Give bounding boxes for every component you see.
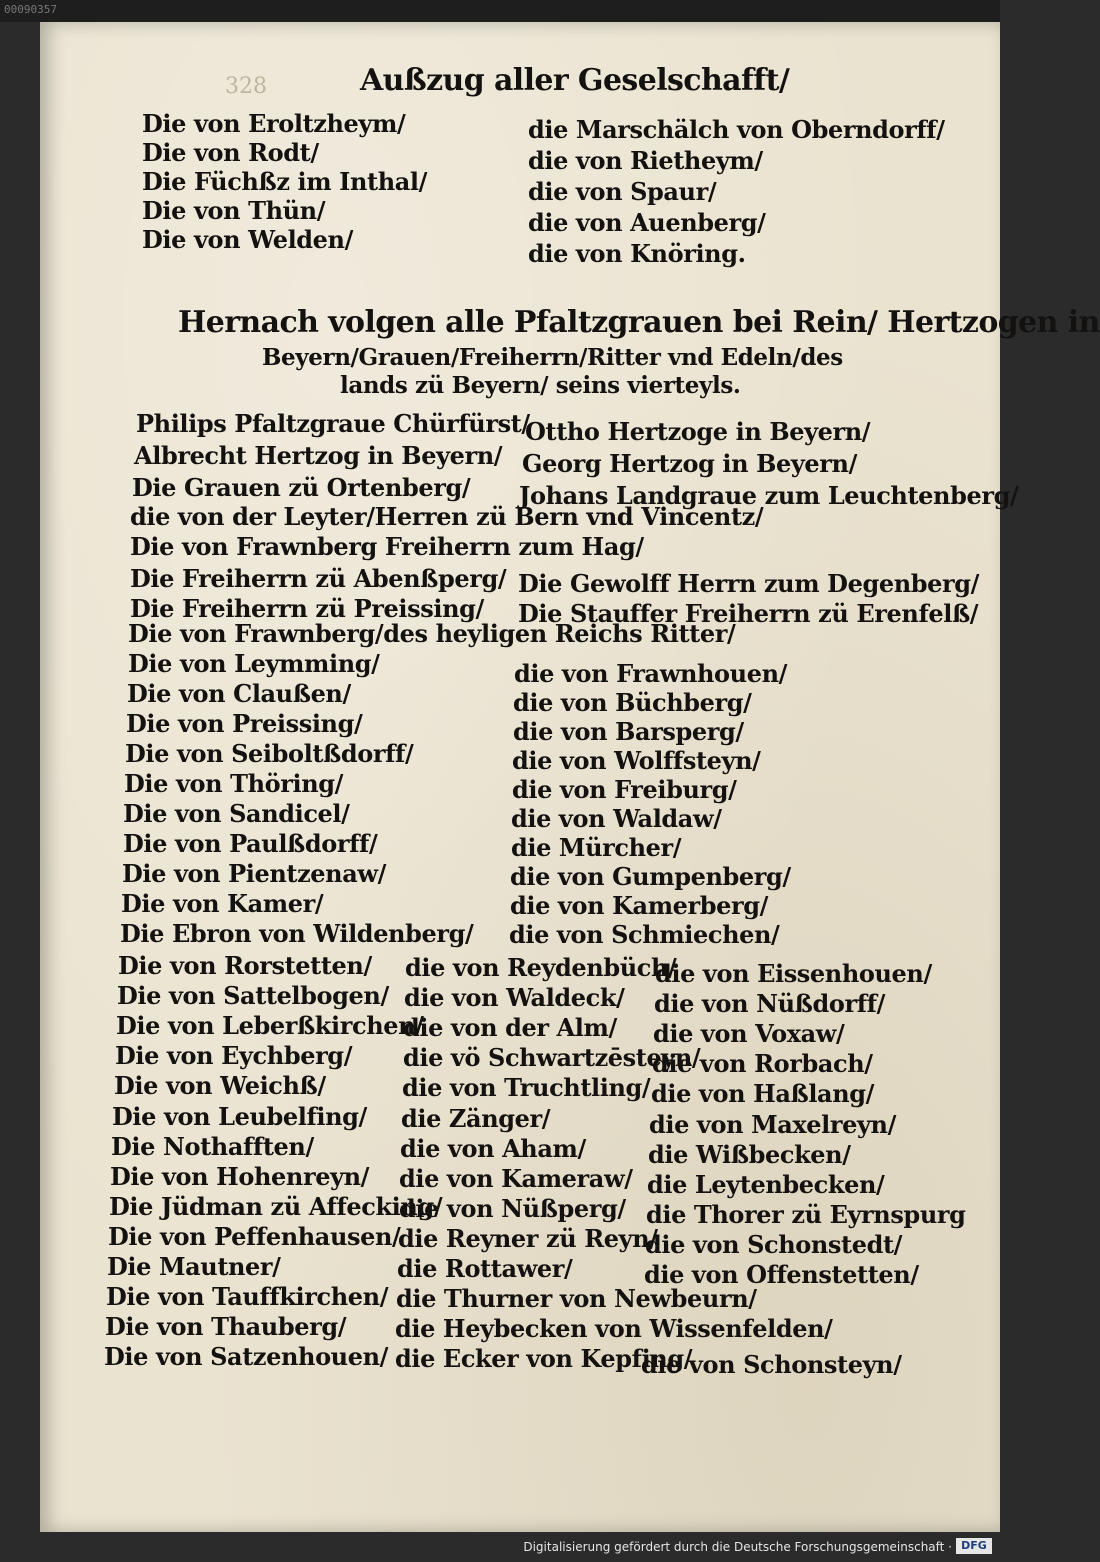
entry-col3: die von Maxelreyn/ (649, 1110, 896, 1139)
entry-left: Die Freiherrn zü Abenßperg/ (130, 564, 507, 593)
entry-right: die Mürcher/ (511, 833, 682, 862)
entry-right: die von Freiburg/ (512, 775, 737, 804)
entry-left: Die Grauen zü Ortenberg/ (132, 473, 471, 502)
entry-col2: die Zänger/ (401, 1104, 551, 1133)
entry-left: Die von Eroltzheym/ (142, 109, 406, 138)
entry-col3: die von Offenstetten/ (644, 1260, 919, 1289)
entry-col3: die von Rorbach/ (652, 1049, 873, 1078)
entry-wide: Die von Frawnberg Freiherrn zum Hag/ (130, 532, 644, 561)
entry-col2: die vö Schwartzēsteyn/ (403, 1043, 701, 1072)
entry-col3: die von Voxaw/ (653, 1019, 845, 1048)
entry-wide: die von der Leyter/Herren zü Bern vnd Vincentz/ (130, 502, 764, 531)
entry-col3: die von Haßlang/ (651, 1079, 875, 1108)
entry-left: Die Ebron von Wildenberg/ (120, 919, 474, 948)
entry-col1: Die von Eychberg/ (115, 1041, 353, 1070)
entry-right: Georg Hertzog in Beyern/ (522, 449, 857, 478)
entry-left: Die von Preissing/ (126, 709, 363, 738)
entry-col1: Die Nothafften/ (111, 1132, 314, 1161)
entry-col2: die von Nüßperg/ (399, 1194, 626, 1223)
entry-left: Die Freiherrn zü Preissing/ (130, 594, 484, 623)
entry-right: Ottho Hertzoge in Beyern/ (525, 417, 871, 446)
funding-credit: Digitalisierung gefördert durch die Deutsche Forschungsgemeinschaft · (523, 1540, 952, 1554)
entry-right: die von Barsperg/ (513, 717, 744, 746)
entry-col3: die von Nüßdorff/ (654, 989, 885, 1018)
entry-col1: Die Mautner/ (107, 1252, 281, 1281)
entry-right: die von Wolffsteyn/ (512, 746, 761, 775)
entry-col2: die Thurner von Newbeurn/ (396, 1284, 757, 1313)
entry-right: die von Rietheym/ (528, 146, 763, 175)
entry-col2: die von Reydenbüch/ (405, 953, 677, 982)
entry-col3: die von Eissenhouen/ (655, 959, 932, 988)
entry-wide: Die von Frawnberg/des heyligen Reichs Ritter/ (128, 619, 736, 648)
entry-col1: Die von Tauffkirchen/ (106, 1282, 389, 1311)
entry-col2: die von Waldeck/ (404, 983, 625, 1012)
entry-col2: die Heybecken von Wissenfelden/ (395, 1314, 833, 1343)
entry-col2: die von der Alm/ (403, 1013, 617, 1042)
entry-right: Die Gewolff Herrn zum Degenberg/ (518, 569, 980, 598)
entry-left: Die von Thün/ (142, 196, 326, 225)
entry-col1: Die von Leberßkirchen/ (116, 1011, 424, 1040)
entry-right: die von Spaur/ (528, 177, 717, 206)
entry-right: Die Stauffer Freiherrn zü Erenfelß/ (518, 599, 979, 628)
entry-right: die von Kamerberg/ (510, 891, 769, 920)
entry-col2: die von Truchtling/ (402, 1073, 651, 1102)
main-heading-line2: Beyern/Grauen/Freiherrn/Ritter vnd Edeln/des (262, 344, 843, 371)
section-title: Außzug aller Geselschafft/ (360, 63, 790, 98)
entry-left: Die von Welden/ (142, 225, 353, 254)
footer-bar (0, 1532, 1000, 1562)
entry-col2: die von Aham/ (400, 1134, 586, 1163)
entry-col3: die von Schonstedt/ (645, 1230, 903, 1259)
entry-left: Albrecht Hertzog in Beyern/ (134, 441, 503, 470)
entry-col2: die Reyner zü Reyn/ (398, 1224, 658, 1253)
entry-left: Philips Pfaltzgraue Chürfürst/ (136, 409, 530, 438)
entry-col1: Die von Hohenreyn/ (110, 1162, 370, 1191)
entry-right: die von Frawnhouen/ (514, 659, 787, 688)
entry-col3: die Leytenbecken/ (647, 1170, 885, 1199)
entry-col1: Die von Leubelfing/ (112, 1102, 367, 1131)
entry-col1: Die von Peffenhausen/ (108, 1222, 401, 1251)
entry-col1: Die von Sattelbogen/ (117, 981, 389, 1010)
entry-left: Die von Claußen/ (127, 679, 351, 708)
entry-col2: die von Kameraw/ (399, 1164, 633, 1193)
entry-col2: die Ecker von Kepfing/ (395, 1344, 693, 1373)
entry-right: die von Waldaw/ (511, 804, 722, 833)
entry-col1: Die von Rorstetten/ (118, 951, 372, 980)
entry-left: Die von Thöring/ (124, 769, 343, 798)
entry-left: Die von Pientzenaw/ (122, 859, 387, 888)
entry-right: die von Schmiechen/ (509, 920, 780, 949)
entry-col1: Die Jüdman zü Affecking/ (109, 1192, 443, 1221)
entry-col1: Die von Weichß/ (114, 1071, 326, 1100)
entry-col3: die von Schonsteyn/ (641, 1350, 902, 1379)
main-heading-line3: lands zü Beyern/ seins vierteyls. (340, 372, 741, 399)
entry-right: die Marschälch von Oberndorff/ (528, 115, 945, 144)
entry-right: die von Auenberg/ (528, 208, 766, 237)
page-mark: 328 (225, 74, 267, 99)
entry-col1: Die von Thauberg/ (105, 1312, 347, 1341)
entry-right: die von Gumpenberg/ (510, 862, 791, 891)
scan-id: 00090357 (4, 3, 57, 16)
entry-left: Die von Leymming/ (128, 649, 380, 678)
dfg-logo: DFG (956, 1538, 992, 1554)
entry-right: Johans Landgraue zum Leuchtenberg/ (519, 481, 1019, 510)
entry-col2: die Rottawer/ (397, 1254, 573, 1283)
entry-right: die von Knöring. (528, 239, 746, 268)
entry-col3: die Thorer zü Eyrnspurg (646, 1200, 966, 1229)
scan-header-bar (0, 0, 1000, 22)
book-page (40, 22, 1100, 1532)
entry-right: die von Büchberg/ (513, 688, 752, 717)
entry-left: Die von Rodt/ (142, 138, 319, 167)
main-heading: Hernach volgen alle Pfaltzgrauen bei Rein/ Hertzogen in (178, 305, 1100, 340)
entry-left: Die von Paulßdorff/ (123, 829, 378, 858)
entry-col3: die Wißbecken/ (648, 1140, 851, 1169)
entry-left: Die von Sandicel/ (123, 799, 350, 828)
entry-left: Die von Seiboltßdorff/ (125, 739, 414, 768)
entry-col1: Die von Satzenhouen/ (104, 1342, 389, 1371)
entry-left: Die von Kamer/ (121, 889, 324, 918)
entry-left: Die Füchßz im Inthal/ (142, 167, 428, 196)
